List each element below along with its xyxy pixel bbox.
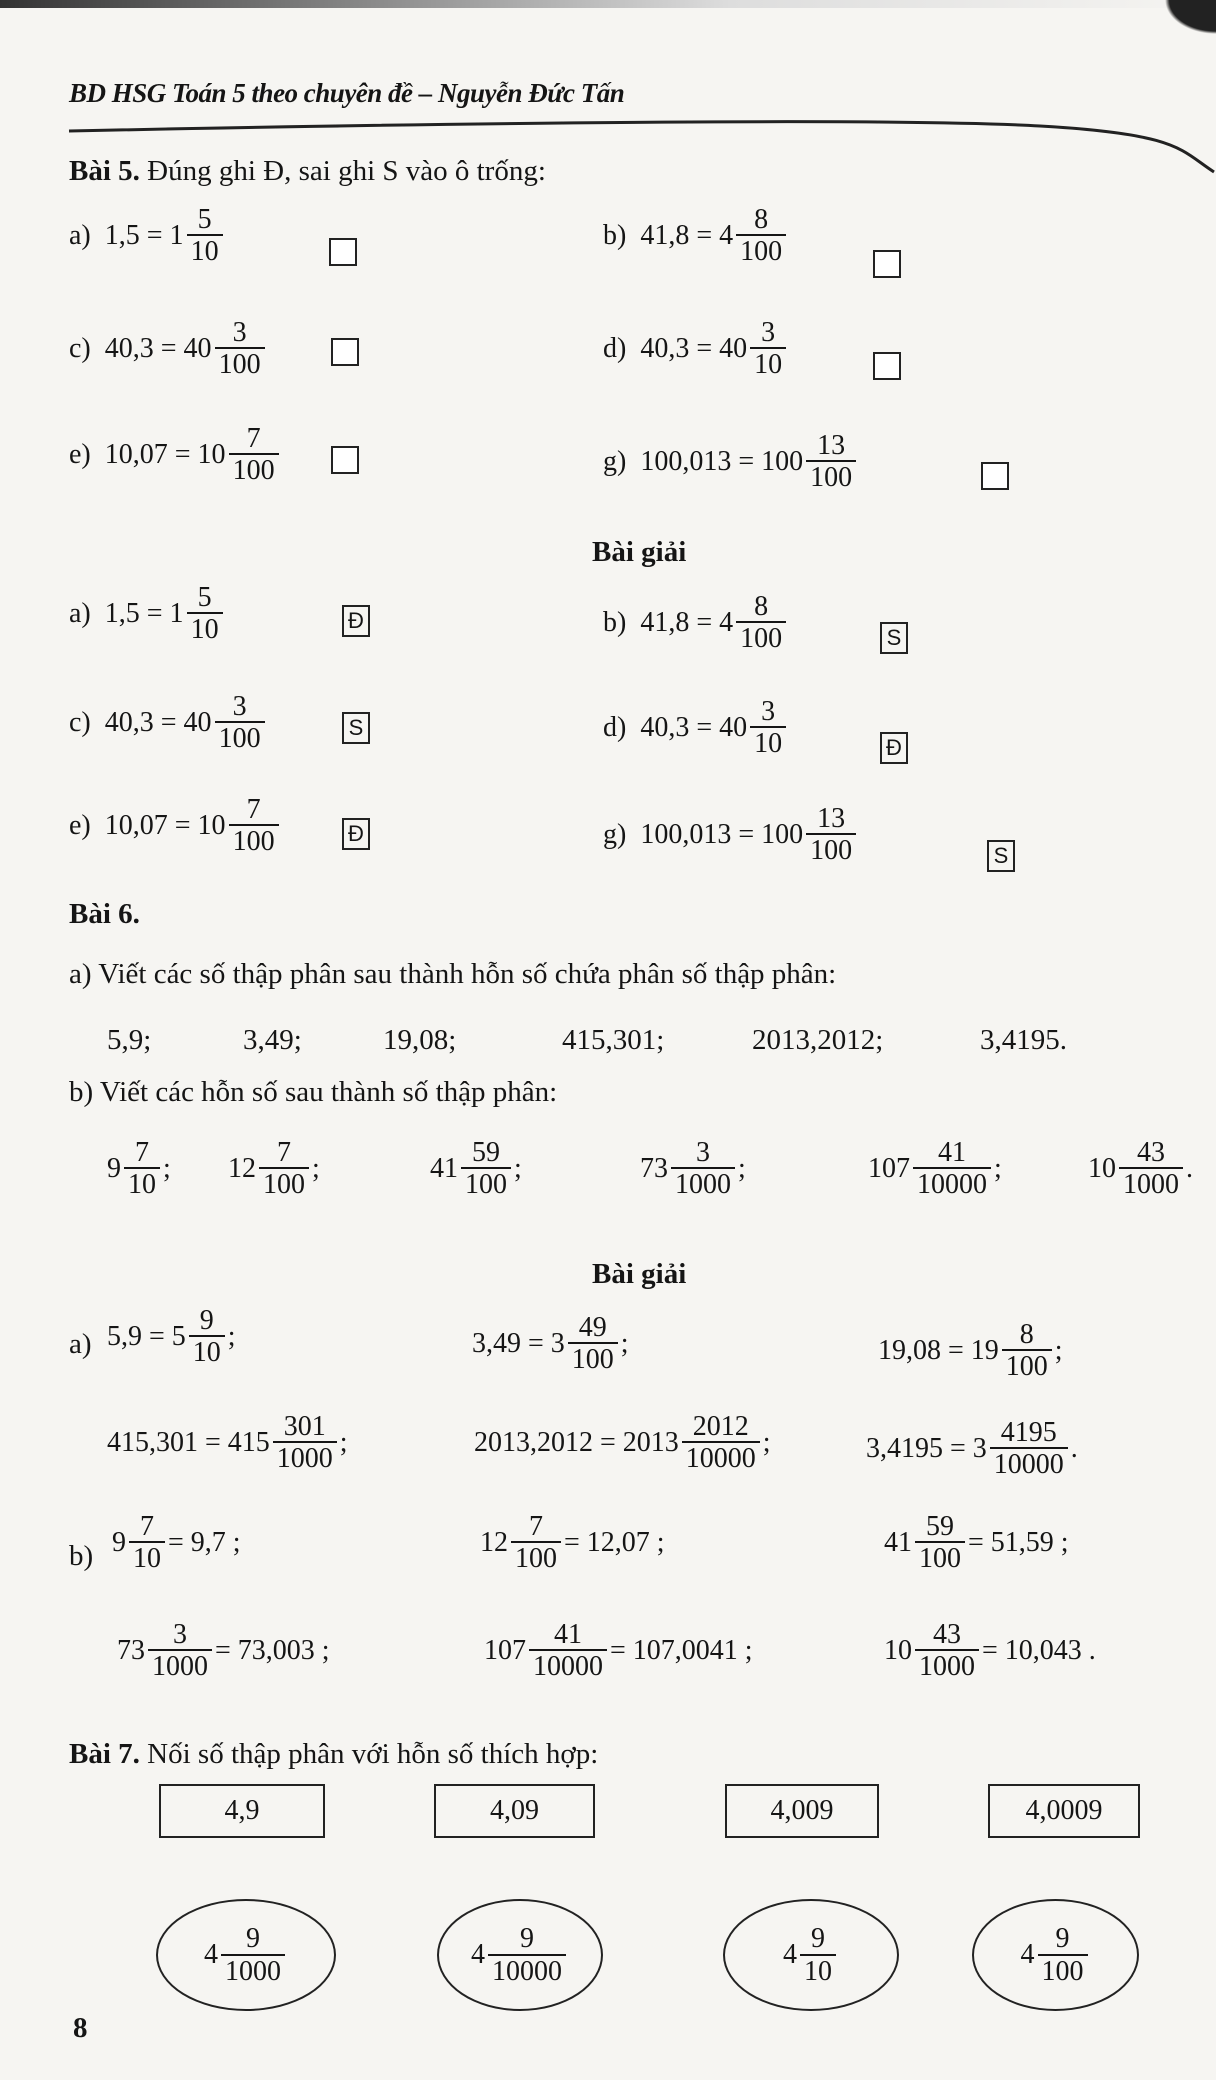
expr-left: 5,9 = 5 [107, 1320, 186, 1352]
denominator: 100 [806, 460, 856, 492]
item-label: g) [603, 818, 627, 850]
denominator: 100 [736, 234, 786, 266]
decimal-number: 2013,2012; [752, 1024, 884, 1056]
denominator: 10 [189, 1335, 225, 1367]
denominator: 100 [229, 824, 279, 856]
bai5-solution-line [69, 583, 226, 645]
answer-checkbox[interactable] [873, 250, 901, 278]
expr-left: 100,013 = 100 [640, 818, 804, 850]
denominator: 100 [461, 1167, 511, 1199]
denominator: 10 [124, 1167, 160, 1199]
expr-left: 10,07 = 10 [104, 438, 226, 470]
numerator: 7 [529, 1511, 543, 1542]
expr-right: = 9,7 ; [168, 1526, 241, 1558]
expr-left: 41 [884, 1526, 912, 1558]
expr-left: 10,07 = 10 [104, 809, 226, 841]
expr-left: 3,4195 = 3 [866, 1432, 987, 1464]
item-label: c) [69, 706, 91, 738]
fraction [488, 1924, 566, 1986]
fraction [221, 1924, 285, 1986]
fraction [568, 1313, 618, 1375]
fraction [1002, 1320, 1052, 1382]
item-label: e) [69, 438, 91, 470]
expr-left: 73 [640, 1152, 668, 1184]
bai5-solution-line [603, 592, 789, 654]
expr-right: ; [312, 1152, 320, 1184]
fraction [800, 1924, 836, 1986]
bai6-a-solution [474, 1412, 771, 1474]
fraction [511, 1512, 561, 1574]
denominator: 100 [229, 453, 279, 485]
numerator: 7 [140, 1511, 154, 1542]
expr-left: 2013,2012 = 2013 [474, 1426, 679, 1458]
mixed-number [868, 1138, 1002, 1200]
fraction [187, 583, 223, 645]
mixed-number [1021, 1924, 1091, 1986]
expr-right: ; [620, 1327, 629, 1359]
numerator: 3 [232, 317, 247, 348]
numerator: 5 [197, 582, 212, 613]
fraction [1038, 1924, 1088, 1986]
fraction [736, 592, 786, 654]
decimal-number: 19,08; [383, 1024, 457, 1056]
expr-left: 40,3 = 40 [640, 332, 748, 364]
numerator: 7 [277, 1137, 291, 1168]
numerator: 3 [173, 1619, 187, 1650]
item-label: g) [603, 445, 627, 477]
expr-right: . [1070, 1432, 1078, 1464]
bai6-b-solution [117, 1620, 330, 1682]
denominator: 100 [568, 1342, 618, 1374]
fraction [148, 1620, 212, 1682]
bai6-b-solution [884, 1620, 1096, 1682]
denominator: 100 [736, 621, 786, 653]
answer-checkbox[interactable] [329, 238, 357, 266]
denominator: 10 [750, 726, 786, 758]
expr-left: 4 [783, 1939, 797, 1970]
fraction [682, 1412, 760, 1474]
mixed-number [107, 1138, 171, 1200]
numerator: 13 [817, 430, 846, 461]
denominator: 100 [215, 721, 265, 753]
denominator: 1000 [221, 1954, 285, 1986]
fraction [915, 1512, 965, 1574]
fraction [461, 1138, 511, 1200]
answer-checkbox[interactable] [873, 352, 901, 380]
numerator: 5 [197, 204, 212, 235]
bai5-question [603, 205, 789, 267]
mixed-number [783, 1924, 839, 1986]
denominator: 1000 [273, 1441, 337, 1473]
numerator: 3 [761, 317, 776, 348]
decimal-number: 5,9; [107, 1024, 152, 1056]
denominator: 1000 [148, 1649, 212, 1681]
bai6-b-solution [480, 1512, 665, 1574]
bai5-number: Bài 5. [69, 155, 140, 187]
answer-box: S [987, 840, 1015, 872]
expr-right: = 12,07 ; [564, 1526, 665, 1558]
numerator: 2012 [692, 1411, 749, 1442]
expr-left: 19,08 = 19 [878, 1334, 999, 1366]
denominator: 10000 [529, 1649, 607, 1681]
fraction [529, 1620, 607, 1682]
fraction [215, 692, 265, 754]
bai6-a-solution [878, 1320, 1063, 1382]
numerator: 9 [811, 1923, 825, 1955]
expr-left: 1,5 = 1 [104, 219, 184, 251]
denominator: 1000 [671, 1167, 735, 1199]
denominator: 10000 [682, 1441, 760, 1473]
numerator: 9 [520, 1923, 534, 1955]
numerator: 41 [554, 1619, 582, 1650]
numerator: 9 [199, 1305, 214, 1336]
denominator: 100 [215, 347, 265, 379]
numerator: 9 [246, 1923, 260, 1955]
expr-left: 40,3 = 40 [104, 706, 212, 738]
answer-box: Đ [342, 818, 370, 850]
expr-left: 107 [868, 1152, 910, 1184]
item-label: a) [69, 219, 91, 251]
numerator: 49 [578, 1312, 607, 1343]
fraction [915, 1620, 979, 1682]
numerator: 43 [933, 1619, 961, 1650]
bai5-question [603, 318, 789, 380]
bai5-solution-line [603, 804, 859, 866]
expr-left: 40,3 = 40 [640, 711, 748, 743]
fraction [229, 424, 279, 486]
bai5-solution-title: Bài giải [592, 536, 687, 568]
numerator: 7 [246, 794, 261, 825]
numerator: 8 [754, 591, 769, 622]
answer-checkbox[interactable] [331, 338, 359, 366]
expr-right: ; [339, 1426, 348, 1458]
denominator: 10000 [990, 1447, 1068, 1479]
expr-left: 10 [884, 1634, 912, 1666]
bai6-b-answer-label: b) [69, 1540, 94, 1572]
expr-left: 100,013 = 100 [640, 445, 804, 477]
bai6-a-solution [107, 1306, 236, 1368]
bai5-question [69, 205, 226, 267]
denominator: 100 [806, 833, 856, 865]
expr-right: . [1186, 1152, 1193, 1184]
numerator: 3 [232, 691, 247, 722]
bai5-question [69, 424, 282, 486]
fraction [187, 205, 223, 267]
bai6-a-solution [866, 1418, 1078, 1480]
mixed-number-ellipse[interactable] [723, 1899, 899, 2011]
bai6-a-prompt: a) Viết các số thập phân sau thành hỗn số chứa phân số thập phân: [69, 958, 837, 990]
bai5-heading [69, 155, 546, 188]
denominator: 1000 [1119, 1167, 1183, 1199]
decimal-box[interactable]: 4,009 [725, 1784, 879, 1838]
denominator: 100 [511, 1541, 561, 1573]
expr-right: ; [1054, 1334, 1063, 1366]
mixed-number [640, 1138, 746, 1200]
bai6-a-solution [472, 1313, 629, 1375]
item-label: b) [603, 606, 627, 638]
expr-left: 41,8 = 4 [640, 219, 734, 251]
mixed-number [1088, 1138, 1193, 1200]
bai6-b-prompt: b) Viết các hỗn số sau thành số thập phân: [69, 1076, 558, 1108]
decimal-box[interactable]: 4,9 [159, 1784, 325, 1838]
fraction [215, 318, 265, 380]
bai5-solution-line [69, 795, 282, 857]
decimal-box[interactable]: 4,0009 [988, 1784, 1140, 1838]
bai6-solution-title: Bài giải [592, 1258, 687, 1290]
bai6-b-solution [484, 1620, 753, 1682]
item-label: a) [69, 597, 91, 629]
decimal-number: 415,301; [562, 1024, 665, 1056]
fraction [229, 795, 279, 857]
page-number: 8 [73, 2012, 88, 2044]
denominator: 100 [1002, 1349, 1052, 1381]
numerator: 8 [1019, 1319, 1034, 1350]
item-label: c) [69, 332, 91, 364]
expr-left: 41 [430, 1152, 458, 1184]
bai7-instruction: Nối số thập phân với hỗn số thích hợp: [147, 1738, 599, 1770]
bai7-heading [69, 1738, 598, 1771]
running-header: BD HSG Toán 5 theo chuyên đề – Nguyễn Đức Tấn [69, 78, 625, 108]
item-label: d) [603, 332, 627, 364]
numerator: 9 [1055, 1923, 1070, 1955]
expr-left: 40,3 = 40 [104, 332, 212, 364]
numerator: 301 [283, 1411, 326, 1442]
fraction [259, 1138, 309, 1200]
numerator: 7 [246, 423, 261, 454]
numerator: 7 [135, 1137, 149, 1168]
bai5-solution-line [603, 697, 789, 759]
fraction [129, 1512, 165, 1574]
numerator: 59 [926, 1511, 954, 1542]
item-label: e) [69, 809, 91, 841]
expr-left: 9 [107, 1152, 121, 1184]
mixed-number-ellipse[interactable] [156, 1899, 336, 2011]
fraction [273, 1412, 337, 1474]
item-label: b) [603, 219, 627, 251]
expr-right: ; [738, 1152, 746, 1184]
answer-box: Đ [342, 605, 370, 637]
denominator: 10 [750, 347, 786, 379]
numerator: 13 [817, 803, 846, 834]
numerator: 8 [754, 204, 769, 235]
expr-left: 107 [484, 1634, 526, 1666]
answer-box: S [342, 712, 370, 744]
expr-right: ; [163, 1152, 171, 1184]
bai5-question [69, 318, 268, 380]
bai5-instruction: Đúng ghi Đ, sai ghi S vào ô trống: [147, 155, 546, 187]
expr-left: 1,5 = 1 [104, 597, 184, 629]
numerator: 3 [696, 1137, 710, 1168]
bai6-b-solution [884, 1512, 1069, 1574]
fraction [750, 697, 786, 759]
fraction [750, 318, 786, 380]
expr-right: ; [227, 1320, 236, 1352]
expr-right: = 10,043 . [982, 1634, 1096, 1666]
numerator: 41 [938, 1137, 966, 1168]
expr-left: 73 [117, 1634, 145, 1666]
fraction [1119, 1138, 1183, 1200]
bai6-b-solution [112, 1512, 241, 1574]
answer-checkbox[interactable] [331, 446, 359, 474]
decimal-box[interactable]: 4,09 [434, 1784, 595, 1838]
fraction [913, 1138, 991, 1200]
fraction [671, 1138, 735, 1200]
denominator: 10 [129, 1541, 165, 1573]
expr-left: 12 [228, 1152, 256, 1184]
bai6-a-answer-label: a) [69, 1328, 92, 1360]
denominator: 10000 [488, 1954, 566, 1986]
denominator: 100 [1038, 1954, 1088, 1986]
fraction [124, 1138, 160, 1200]
answer-box: S [880, 622, 908, 654]
mixed-number-ellipse[interactable] [437, 1899, 603, 2011]
fraction [806, 804, 856, 866]
expr-right: = 107,0041 ; [610, 1634, 753, 1666]
answer-box: Đ [880, 732, 908, 764]
expr-right: = 73,003 ; [215, 1634, 330, 1666]
fraction [806, 431, 856, 493]
expr-left: 4 [1020, 1939, 1035, 1970]
numerator: 3 [761, 696, 776, 727]
mixed-number-ellipse[interactable] [972, 1899, 1139, 2011]
numerator: 4195 [1000, 1417, 1057, 1448]
denominator: 100 [259, 1167, 309, 1199]
bai6-a-solution [107, 1412, 348, 1474]
denominator: 1000 [915, 1649, 979, 1681]
expr-left: 10 [1088, 1152, 1116, 1184]
denominator: 10 [187, 612, 223, 644]
numerator: 43 [1137, 1137, 1165, 1168]
expr-left: 9 [112, 1526, 126, 1558]
denominator: 100 [915, 1541, 965, 1573]
expr-right: ; [514, 1152, 522, 1184]
mixed-number [228, 1138, 320, 1200]
denominator: 10000 [913, 1167, 991, 1199]
mixed-number [471, 1924, 569, 1986]
expr-left: 415,301 = 415 [107, 1426, 270, 1458]
expr-left: 4 [471, 1939, 485, 1970]
expr-left: 4 [204, 1939, 218, 1970]
bai5-question [603, 431, 859, 493]
expr-left: 3,49 = 3 [472, 1327, 565, 1359]
expr-right: ; [994, 1152, 1002, 1184]
fraction [189, 1306, 225, 1368]
bai5-solution-line [69, 692, 268, 754]
expr-left: 12 [480, 1526, 508, 1558]
answer-checkbox[interactable] [981, 462, 1009, 490]
mixed-number [430, 1138, 522, 1200]
expr-right: = 51,59 ; [968, 1526, 1069, 1558]
denominator: 10 [187, 234, 223, 266]
fraction [990, 1418, 1068, 1480]
expr-left: 41,8 = 4 [640, 606, 734, 638]
expr-right: ; [762, 1426, 771, 1458]
numerator: 59 [472, 1137, 500, 1168]
denominator: 10 [800, 1954, 836, 1986]
bai6-heading: Bài 6. [69, 898, 140, 930]
decimal-number: 3,4195. [980, 1024, 1067, 1056]
decimal-number: 3,49; [243, 1024, 302, 1056]
bai7-number: Bài 7. [69, 1738, 140, 1770]
item-label: d) [603, 711, 627, 743]
mixed-number [204, 1924, 288, 1986]
fraction [736, 205, 786, 267]
